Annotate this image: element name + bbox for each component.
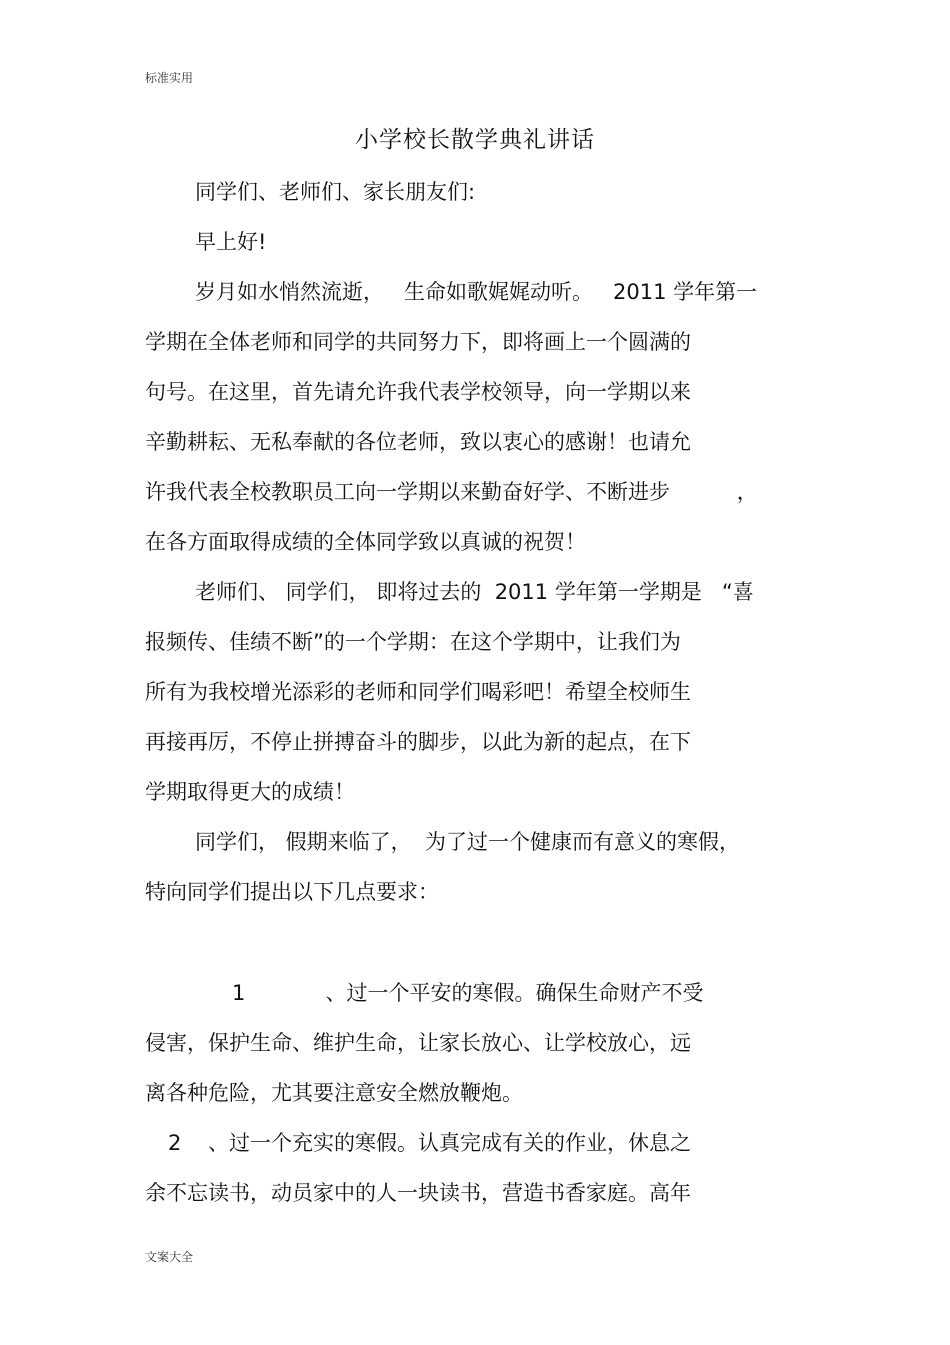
list-item-line: 余不忘读书，动员家中的人一块读书，营造书香家庭。高年 <box>145 1181 691 1205</box>
paragraph-line: 在各方面取得成绩的全体同学致以真诚的祝贺！ <box>145 530 586 554</box>
paragraph-line: 报频传、佳绩不断”的一个学期：在这个学期中，让我们为 <box>145 630 681 654</box>
list-item-line: 侵害，保护生命、维护生命，让家长放心、让学校放心，远 <box>145 1031 691 1055</box>
paragraph-line: 再接再厉，不停止拼搏奋斗的脚步，以此为新的起点，在下 <box>145 730 691 754</box>
paragraph-line: 特向同学们提出以下几点要求： <box>145 880 439 904</box>
paragraph-line: 同学们， 假期来临了， 为了过一个健康而有意义的寒假， <box>195 830 741 854</box>
paragraph-line: 句号。在这里，首先请允许我代表学校领导，向一学期以来 <box>145 380 691 404</box>
list-item-line: 2 、过一个充实的寒假。认真完成有关的作业，休息之 <box>168 1131 692 1155</box>
paragraph-line: 岁月如水悄然流逝， 生命如歌娓娓动听。 2011 学年第一 <box>195 280 758 304</box>
paragraph-line: 老师们、 同学们， 即将过去的 2011 学年第一学期是 “喜 <box>195 580 754 604</box>
paragraph-line: 许我代表全校教职员工向一学期以来勤奋好学、不断进步 ， <box>145 480 758 504</box>
footer-note: 文案大全 <box>145 1250 194 1264</box>
salutation-line: 同学们、老师们、家长朋友们: <box>195 180 476 204</box>
document-title: 小学校长散学典礼讲话 <box>355 127 595 153</box>
header-note: 标准实用 <box>145 71 194 85</box>
paragraph-line: 学期取得更大的成绩！ <box>145 780 355 804</box>
list-item-line: 1 、过一个平安的寒假。确保生命财产不受 <box>232 981 704 1005</box>
greeting-line: 早上好! <box>195 230 267 254</box>
paragraph-line: 学期在全体老师和同学的共同努力下，即将画上一个圆满的 <box>145 330 691 354</box>
paragraph-line: 所有为我校增光添彩的老师和同学们喝彩吧！希望全校师生 <box>145 680 691 704</box>
paragraph-line: 辛勤耕耘、无私奉献的各位老师，致以衷心的感谢！也请允 <box>145 430 691 454</box>
list-item-line: 离各种危险，尤其要注意安全燃放鞭炮。 <box>145 1081 523 1105</box>
